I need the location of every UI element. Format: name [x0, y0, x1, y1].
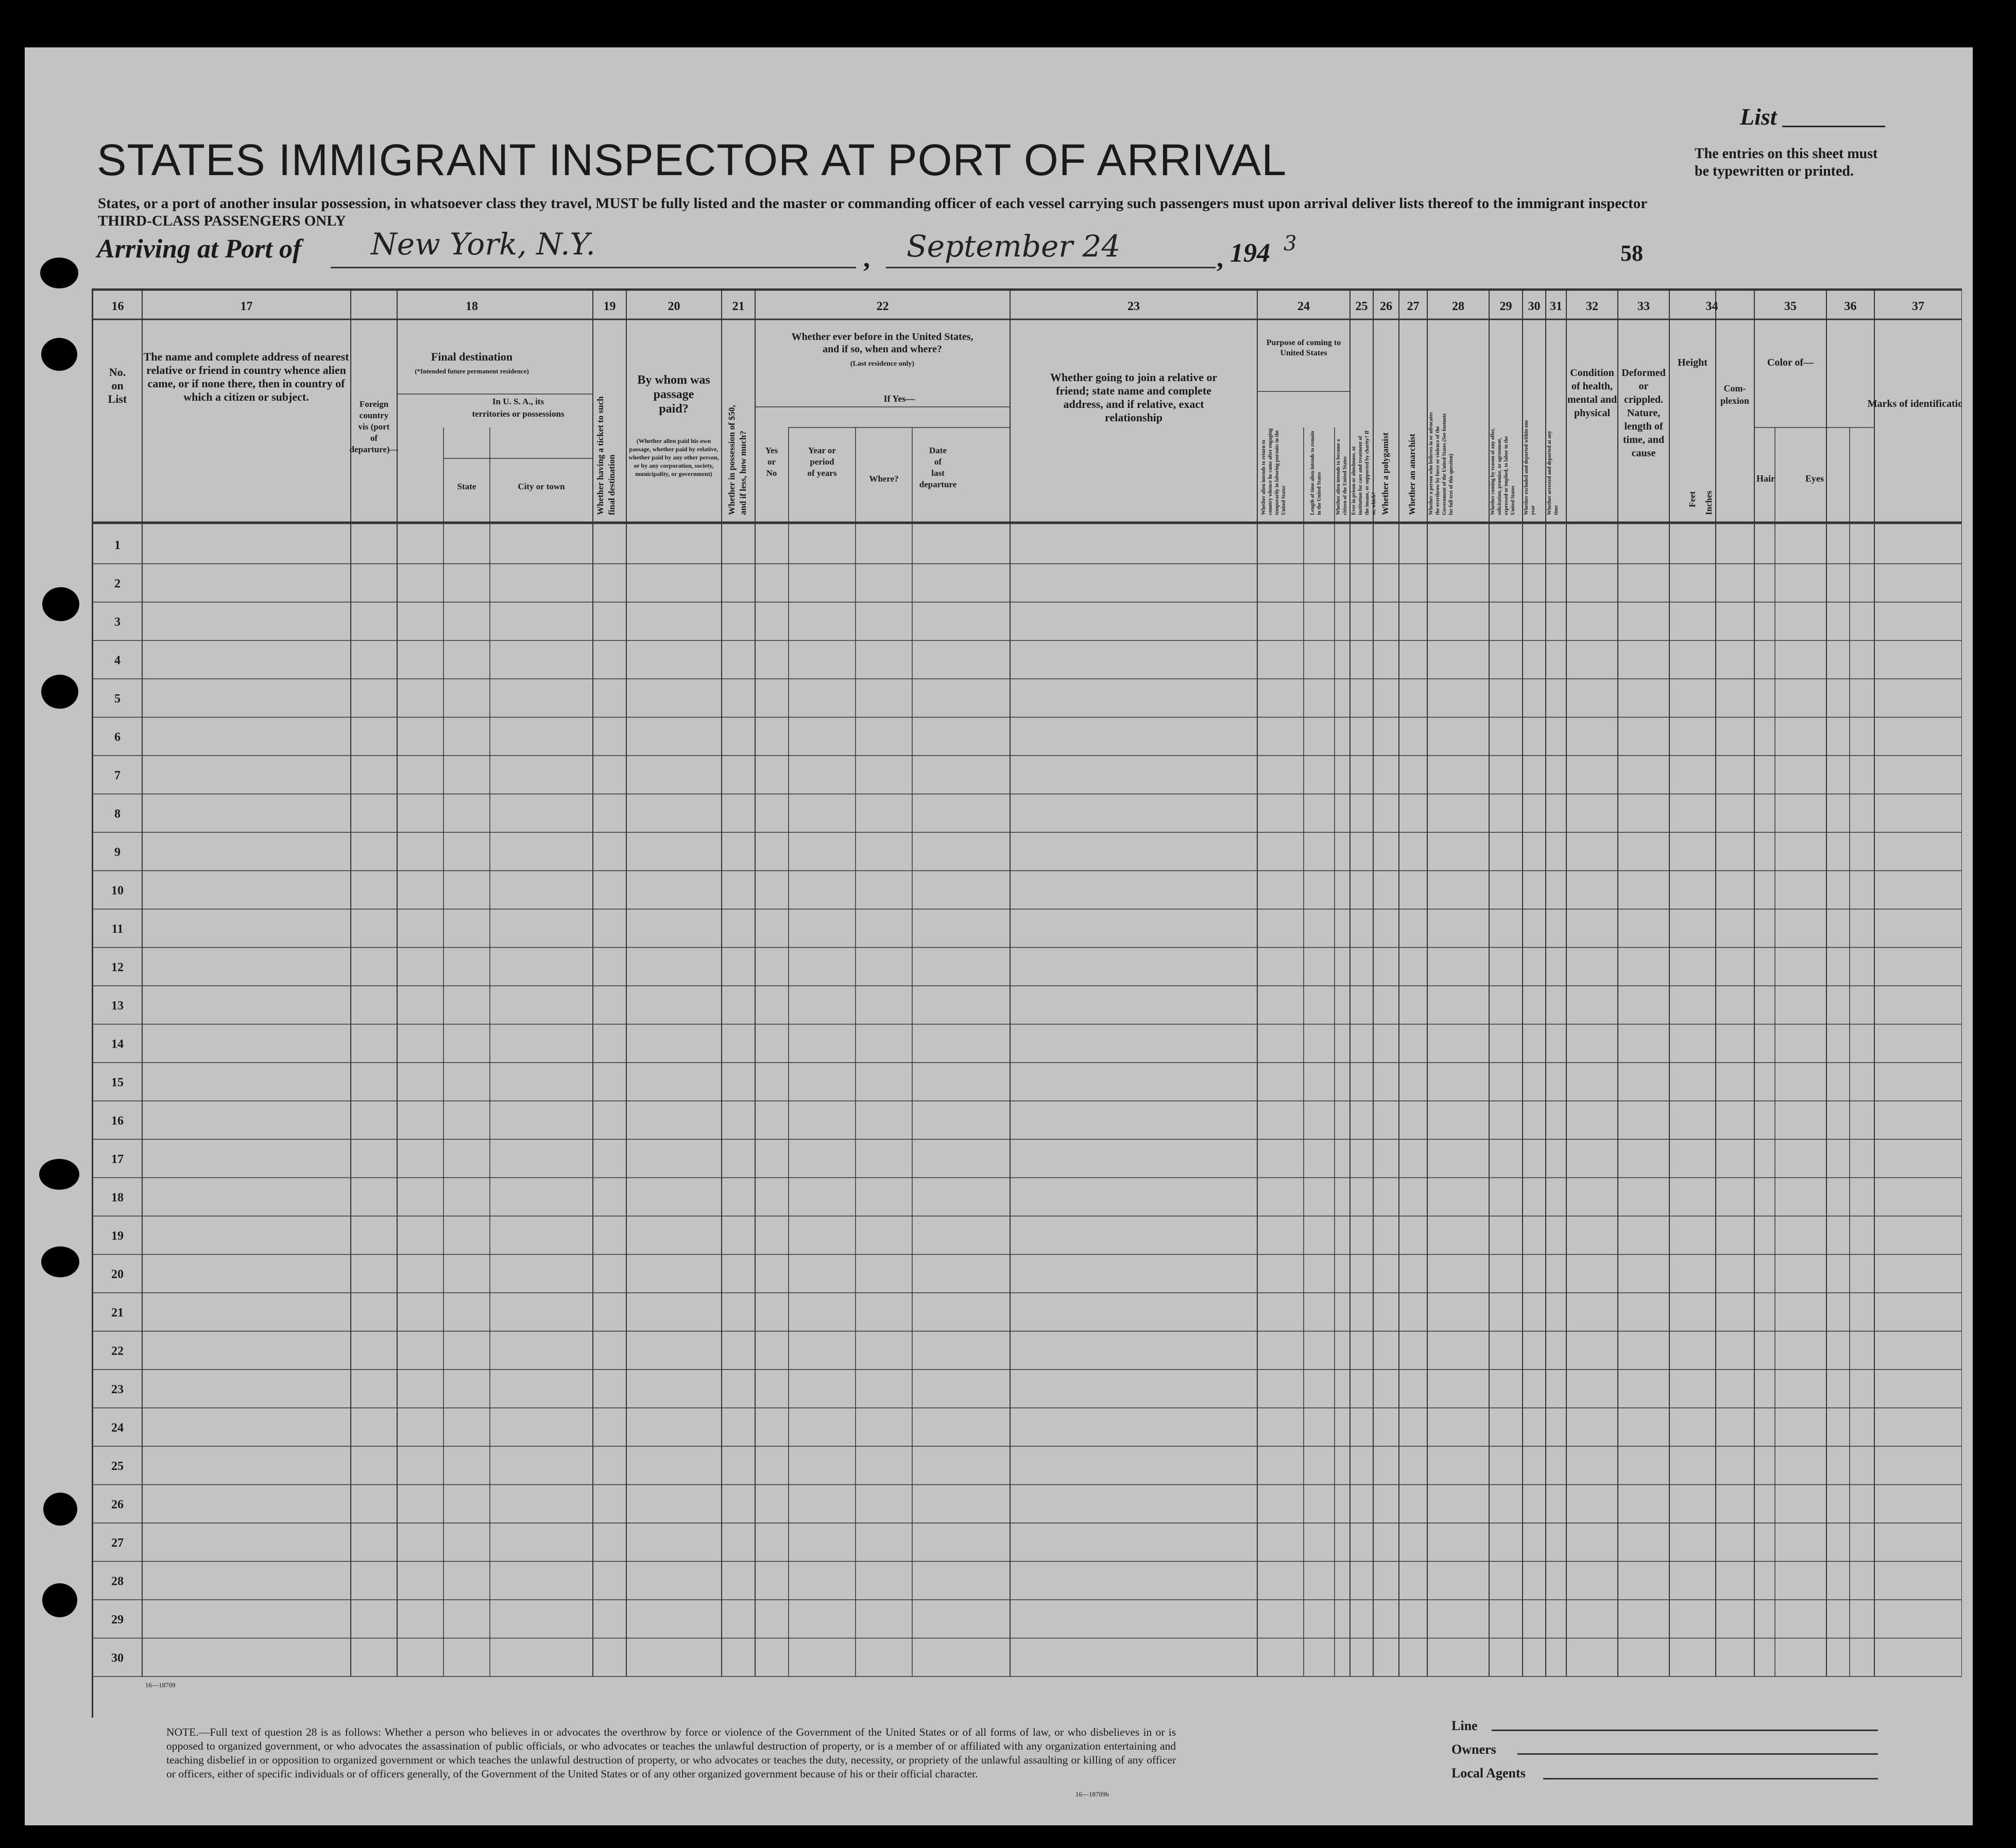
row-lines	[93, 289, 1962, 1676]
col-18-state: State	[457, 482, 476, 491]
column-number: 34	[1705, 300, 1718, 313]
col-27-header: Whether an anarchist	[1407, 433, 1417, 515]
col-17-header: which a citizen or subject.	[183, 390, 309, 403]
column-number: 33	[1637, 300, 1650, 313]
col-22-sub: of years	[807, 468, 837, 478]
col-20-header: By whom was	[637, 373, 710, 387]
page-number: 58	[1620, 241, 1643, 266]
col-37-header: Marks of identification	[1867, 398, 1962, 409]
row-number: 22	[111, 1344, 124, 1358]
column-headers	[108, 300, 1962, 515]
list-number-field[interactable]	[1782, 126, 1885, 127]
col-36-eyes: Eyes	[1805, 473, 1824, 484]
col-30-header: Whether excluded and deported within one	[1524, 420, 1529, 515]
col-22-sub: Date	[929, 446, 947, 455]
col-29-header: solicitation, promise, or agreement,	[1497, 438, 1502, 515]
col-35-header: plexion	[1720, 396, 1750, 406]
col-23-header: Whether going to join a relative or	[1050, 371, 1218, 384]
date-handwritten: September 24	[907, 229, 1121, 264]
year-suffix-handwritten: 3	[1284, 232, 1297, 255]
row-number: 19	[111, 1229, 124, 1243]
list-label: List	[1740, 104, 1777, 130]
col-34-header: Height	[1678, 357, 1707, 368]
owners-field[interactable]	[1517, 1753, 1878, 1755]
col-23-header: address, and if relative, exact	[1063, 398, 1204, 410]
col-34-inches: Inches	[1704, 490, 1714, 515]
column-number: 24	[1297, 300, 1310, 313]
col-20-note: (Whether alien paid his own	[636, 437, 711, 444]
col-32-header: physical	[1574, 407, 1611, 419]
col-22-header: and if so, when and where?	[823, 344, 942, 355]
col-22-sub: of	[934, 457, 942, 467]
column-number: 28	[1452, 300, 1464, 313]
date-field-line[interactable]	[886, 267, 1216, 268]
col-33-header: cause	[1631, 448, 1656, 459]
col-18-sub: departure)—	[349, 444, 399, 454]
col-25-header: Ever in prison or almshouse, or	[1351, 446, 1357, 515]
port-field-line[interactable]	[331, 267, 856, 268]
column-number: 25	[1355, 300, 1368, 313]
column-number: 37	[1912, 300, 1924, 313]
row-number: 6	[114, 730, 121, 744]
col-17-header: relative or friend in country whence alien	[146, 364, 346, 377]
col-17-header: came, or if none there, then in country of	[147, 377, 345, 390]
entries-note	[1695, 145, 1877, 180]
col-24-sub: in the United States	[1317, 472, 1322, 515]
binder-hole	[42, 587, 79, 621]
row-number: 24	[111, 1421, 124, 1435]
row-number: 27	[111, 1536, 124, 1550]
column-number: 18	[466, 300, 478, 313]
binder-hole	[41, 675, 78, 709]
local-agents-field[interactable]	[1543, 1778, 1878, 1779]
row-number: 9	[114, 846, 121, 860]
entries-note-line-1: The entries on this sheet must	[1695, 146, 1878, 162]
col-24-sub: country whence he came after engaging	[1268, 428, 1273, 515]
binder-hole	[39, 1159, 79, 1190]
col-16-header: No.	[109, 366, 126, 379]
col-32-header: Condition	[1570, 367, 1614, 379]
line-field[interactable]	[1492, 1730, 1878, 1731]
col-16-header: on	[111, 379, 124, 392]
col-28-header: the overthrow by force or violence of the	[1435, 426, 1441, 515]
footnote-code: 16—18709b	[1075, 1790, 1109, 1798]
row-number: 5	[114, 692, 121, 706]
row-number: 29	[111, 1613, 124, 1627]
col-19-header: final destination	[607, 454, 617, 515]
row-number: 26	[111, 1498, 124, 1512]
col-20-note: or by any corporation, society,	[634, 462, 714, 469]
column-number: 26	[1380, 300, 1392, 313]
col-23-header: friend; state name and complete	[1056, 384, 1211, 397]
row-numbers	[111, 539, 124, 1665]
column-number: 23	[1127, 300, 1140, 313]
col-18-sub: country	[359, 410, 389, 420]
arriving-port-label: Arriving at Port of	[97, 234, 302, 264]
column-number: 20	[668, 300, 680, 313]
column-number: 27	[1407, 300, 1420, 313]
comma-separator-2: ,	[1217, 244, 1223, 273]
col-22-sub: or	[767, 457, 776, 467]
col-18-sub: vis (port	[358, 422, 390, 432]
col-25-header: so, which?	[1371, 492, 1377, 515]
col-31-header: time	[1553, 505, 1559, 515]
col-23-header: relationship	[1104, 411, 1163, 424]
col-22-header: Whether ever before in the United States,	[791, 331, 973, 343]
year-prefix: 194	[1230, 238, 1270, 268]
row-number: 20	[111, 1268, 124, 1281]
col-18-header: Final destination	[431, 350, 513, 363]
row-number: 3	[114, 615, 121, 629]
col-16-header: List	[108, 392, 127, 405]
col-29-header: expressed or implied, to labor in the	[1504, 436, 1509, 515]
col-29-header: Whether coming by reason of any offer,	[1490, 428, 1496, 515]
col-29-header: United States	[1510, 486, 1516, 515]
col-22-sub: Year or	[808, 446, 836, 455]
column-number: 31	[1550, 300, 1562, 313]
local-agents-label: Local Agents	[1451, 1766, 1526, 1781]
owners-label: Owners	[1451, 1742, 1496, 1757]
column-number: 29	[1499, 300, 1512, 313]
col-20-header: passage	[653, 388, 694, 401]
col-24-sub: United States	[1281, 486, 1287, 515]
col-24-sub: Length of time alien intends to remain	[1310, 431, 1315, 515]
col-33-header: length of	[1624, 421, 1663, 432]
col-36-header: Color of—	[1767, 357, 1814, 368]
col-19-header: Whether having a ticket to such	[595, 396, 605, 515]
table-grid	[93, 288, 1962, 1718]
col-22-note: (Last residence only)	[850, 360, 915, 368]
binder-hole	[40, 258, 78, 288]
col-22-sub: departure	[919, 480, 957, 489]
col-24-sub: temporarily in laboring pursuits in the	[1274, 430, 1280, 515]
entries-note-line-2: be typewritten or printed.	[1695, 163, 1854, 179]
col-32-header: mental and	[1567, 394, 1617, 405]
col-18-city: City or town	[518, 482, 565, 491]
column-number: 36	[1844, 300, 1857, 313]
binder-hole	[41, 1246, 79, 1277]
col-24-header: United States	[1280, 349, 1327, 357]
instructions-line-1: States, or a port of another insular possession, in whatsoever class they travel, MUST be fully listed and the master or commanding officer of each vessel carrying such passengers must upon arrival deliver lists thereof to the immigrant inspector	[98, 195, 1648, 212]
comma-separator: ,	[863, 244, 870, 273]
col-18-sub: Foreign	[359, 399, 389, 409]
column-number: 22	[876, 300, 889, 313]
col-22-sub: Yes	[765, 446, 778, 455]
col-21-header: Whether in possession of $50,	[727, 405, 737, 515]
row-number: 4	[114, 654, 121, 668]
row-number: 25	[111, 1460, 124, 1474]
col-33-header: Nature,	[1627, 407, 1661, 419]
row-number: 11	[111, 922, 124, 936]
col-22-sub: If Yes—	[883, 393, 915, 404]
col-34-feet: Feet	[1687, 491, 1697, 507]
col-25-header: the insane, or supported by charity? If	[1364, 431, 1370, 515]
col-24-sub: Whether alien intends to become a	[1336, 439, 1341, 515]
col-18-sub: of	[370, 433, 378, 443]
col-24-sub: citizen of the United States	[1342, 456, 1348, 515]
col-24-header: Purpose of coming to	[1266, 338, 1341, 347]
col-26-header: Whether a polygamist	[1380, 432, 1390, 515]
col-28-header: Whether a person who believes in or advocates	[1428, 412, 1434, 515]
column-number: 19	[603, 300, 616, 313]
col-30-header: year	[1530, 505, 1536, 515]
column-number: 30	[1528, 300, 1541, 313]
column-number: 16	[111, 300, 124, 313]
row-number: 16	[111, 1114, 124, 1128]
row-number: 23	[111, 1383, 124, 1397]
form-code: 16—18709	[145, 1681, 176, 1689]
col-33-header: crippled.	[1624, 394, 1664, 405]
col-24-sub: Whether alien intends to return to	[1261, 439, 1267, 515]
col-22-sub: last	[931, 468, 945, 478]
row-number: 7	[114, 769, 121, 783]
column-number: 32	[1586, 300, 1598, 313]
page-title: STATES IMMIGRANT INSPECTOR AT PORT OF ARRIVAL	[97, 135, 1287, 185]
column-number: 21	[732, 300, 745, 313]
footnote-q28: NOTE.—Full text of question 28 is as follows: Whether a person who believes in or advocates the overthrow by force or violence of the Government of the United States or of all forms of law, or who disbelieves in or is opposed to organized government, or who advocates the assassination of public officials, or who advocates or teaches the unlawful destruction of property, or is a member of or affiliated with any organization entertaining and teaching disbelief in or opposition to organized government or which teaches the unlawful destruction of property, or who advocates or teaches the duty, necessity, or propriety of the unlawful assaulting or killing of any officer or officers, either of specific individuals or of officers generally, of the Government of the United States or of any other organized government because of his or their official character.	[166, 1726, 1176, 1780]
row-number: 30	[111, 1651, 124, 1665]
row-number: 28	[111, 1575, 124, 1588]
col-22-where: Where?	[869, 474, 899, 484]
binder-hole	[43, 1493, 77, 1526]
col-18-note: (*Intended future permanent residence)	[415, 367, 529, 375]
row-number: 10	[111, 884, 124, 898]
third-class-label: THIRD-CLASS PASSENGERS ONLY	[98, 213, 346, 229]
col-33-header: time, and	[1623, 434, 1664, 446]
col-25-header: institution for care and treatment of	[1358, 436, 1363, 515]
port-handwritten: New York, N.Y.	[371, 227, 595, 262]
col-22-sub: period	[810, 457, 834, 467]
row-number: 12	[111, 961, 124, 974]
line-label: Line	[1451, 1718, 1478, 1733]
row-number: 18	[111, 1191, 124, 1205]
row-number: 14	[111, 1037, 124, 1051]
row-number: 21	[111, 1306, 124, 1320]
col-36-hair: Hair	[1756, 473, 1775, 484]
row-number: 8	[114, 807, 121, 821]
row-number: 13	[111, 999, 124, 1013]
col-22-sub: No	[766, 468, 777, 478]
col-20-note: whether paid by any other person,	[628, 454, 719, 461]
col-20-header: paid?	[659, 402, 689, 416]
col-32-header: of health,	[1571, 381, 1613, 392]
column-number: 35	[1784, 300, 1797, 313]
col-31-header: Whether arrested and deported at any	[1547, 431, 1552, 515]
col-35-header: Com-	[1723, 383, 1746, 393]
row-number: 1	[114, 539, 121, 553]
col-28-header: for full text of this question)	[1448, 454, 1454, 515]
manifest-sheet	[25, 47, 1973, 1825]
row-number: 15	[111, 1076, 124, 1090]
col-33-header: or	[1638, 381, 1649, 392]
manifest-table	[92, 288, 1962, 1718]
col-18-sub: In U. S. A., its	[492, 397, 544, 406]
col-21-header: and if less, how much?	[738, 431, 748, 515]
col-33-header: Deformed	[1621, 367, 1666, 379]
col-18-sub: territories or possessions	[472, 409, 565, 419]
col-17-header: The name and complete address of nearest	[143, 350, 349, 363]
col-20-note: passage, whether paid by relative,	[629, 446, 719, 453]
row-number: 2	[114, 577, 121, 591]
binder-hole	[41, 338, 77, 371]
col-28-header: Government of the United States (See footnote	[1442, 413, 1447, 515]
binder-hole	[42, 1583, 77, 1617]
col-20-note: municipality, or government)	[635, 470, 712, 477]
instructions	[98, 195, 1647, 230]
row-number: 17	[111, 1153, 124, 1167]
column-number: 17	[240, 300, 253, 313]
